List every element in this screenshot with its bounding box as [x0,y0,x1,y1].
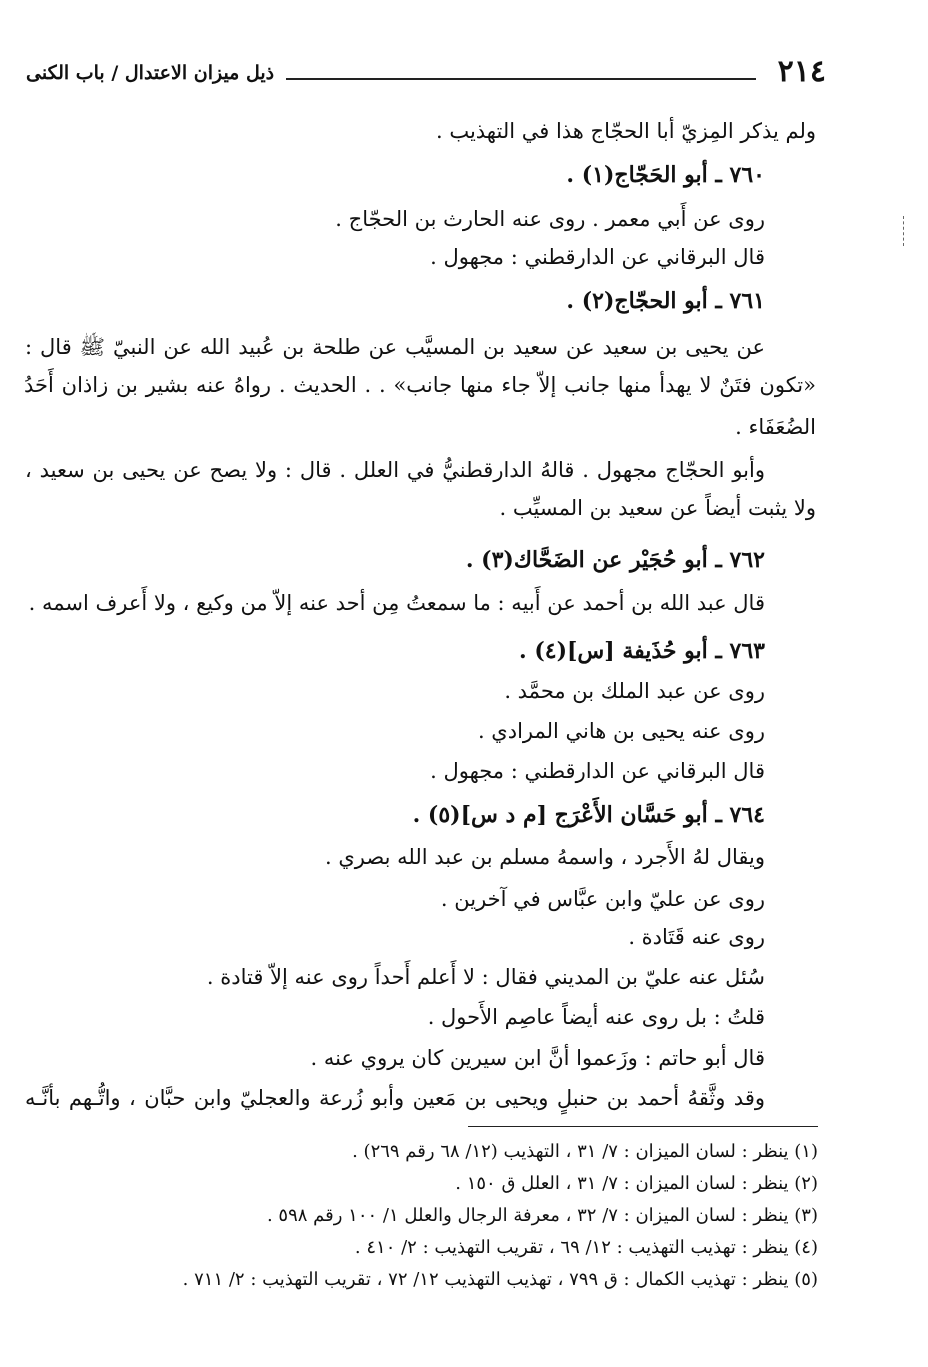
footnote: (٤) ينظر : تهذيب التهذيب : ١٢/ ٦٩ ، تقريب التهذيب : ٢/ ٤١٠ . [354,1237,818,1258]
body-line: سُئل عنه عليّ بن المديني فقال : لا أَعلم أَحداً روى عنه إلاّ قتادة . [206,965,765,989]
body-line: روى عنه قَتَادة . [628,925,765,949]
body-line: ولا يثبت أيضاً عن سعيد بن المسيِّب . [499,496,816,520]
body-line: قال أبو حاتم : وزَعموا أنَّ ابن سيرين كان يروي عنه . [310,1046,765,1070]
footnote-separator [468,1126,818,1127]
body-line: روى عن عبد الملك بن محمَّد . [504,679,765,703]
entry-heading: ٧٦٠ ـ أبو الحَجّاج(١) . [566,162,765,188]
body-line: وأبو الحجّاج مجهول . قالهُ الدارقطنيُّ في العلل . قال : ولا يصح عن يحيى بن سعيد ، [25,458,765,482]
body-line: روى عنه يحيى بن هاني المرادي . [477,719,765,743]
body-line: عن يحيى بن سعيد عن سعيد بن المسيَّب عن طلحة بن عُبيد الله عن النبيّ ﷺ قال : [25,335,765,359]
entry-heading: ٧٦١ ـ أبو الحجّاج(٢) . [566,288,765,314]
footnote: (١) ينظر : لسان الميزان : ٧/ ٣١ ، التهذيب (١٢/ ٦٨ رقم ٢٦٩) . [352,1141,818,1162]
page-number: ٢١٤ [777,54,826,89]
footnote: (٥) ينظر : تهذيب الكمال : ق ٧٩٩ ، تهذيب التهذيب ١٢/ ٧٢ ، تقريب التهذيب : ٢/ ٧١١ . [182,1269,818,1290]
body-line: ويقال لهُ الأَجرد ، واسمهُ مسلم بن عبد الله بصري . [325,845,765,869]
margin-mark [903,216,905,246]
entry-heading: ٧٦٢ ـ أبو حُجَيْر عن الضَحَّاك(٣) . [465,547,765,573]
footnote: (٢) ينظر : لسان الميزان : ٧/ ٣١ ، العلل ق ١٥٠ . [455,1173,818,1194]
body-line: وقد وثَّقهُ أحمد بن حنبلٍ ويحيى بن مَعين وأبو زُرعة والعجليّ وابن حبَّان ، واتُّـهم بأنَّـه [25,1086,765,1110]
page-header [26,52,826,92]
body-line: «تكون فتَنٌ لا يهدأ منها جانب إلاّ جاء منها جانب» . . الحديث . رواهُ عنه بشير بن زاذان أَحَدُ [24,373,816,397]
footnote: (٣) ينظر : لسان الميزان : ٧/ ٣٢ ، معرفة الرجال والعلل ١/ ١٠٠ رقم ٥٩٨ . [266,1205,818,1226]
body-line: ولم يذكر المِزيّ أبا الحجّاج هذا في التهذيب . [435,119,816,143]
entry-heading: ٧٦٤ ـ أبو حَسَّان الأَعْرَج [م د س](٥) . [412,802,765,828]
entry-heading: ٧٦٣ ـ أبو حُذَيفة [س](٤) . [519,638,765,664]
body-line: روى عن أَبي معمر . روى عنه الحارث بن الحجّاج . [335,207,765,231]
body-line: الضُعَفَاء . [735,415,816,439]
body-line: روى عن عليّ وابن عبَّاس في آخرين . [440,887,765,911]
header-rule [286,78,756,80]
body-line: قلتُ : بل روى عنه أيضاً عاصِم الأَحول . [427,1005,765,1029]
running-title: ذيل ميزان الاعتدال / باب الكنى [26,62,275,84]
body-line: قال البرقاني عن الدارقطني : مجهول . [430,759,765,783]
body-line: قال البرقاني عن الدارقطني : مجهول . [430,245,765,269]
body-line: قال عبد الله بن أحمد عن أَبيه : ما سمعتُ مِن أحد عنه إلاّ من وكيع ، ولا أَعرف اسمه . [28,591,765,615]
